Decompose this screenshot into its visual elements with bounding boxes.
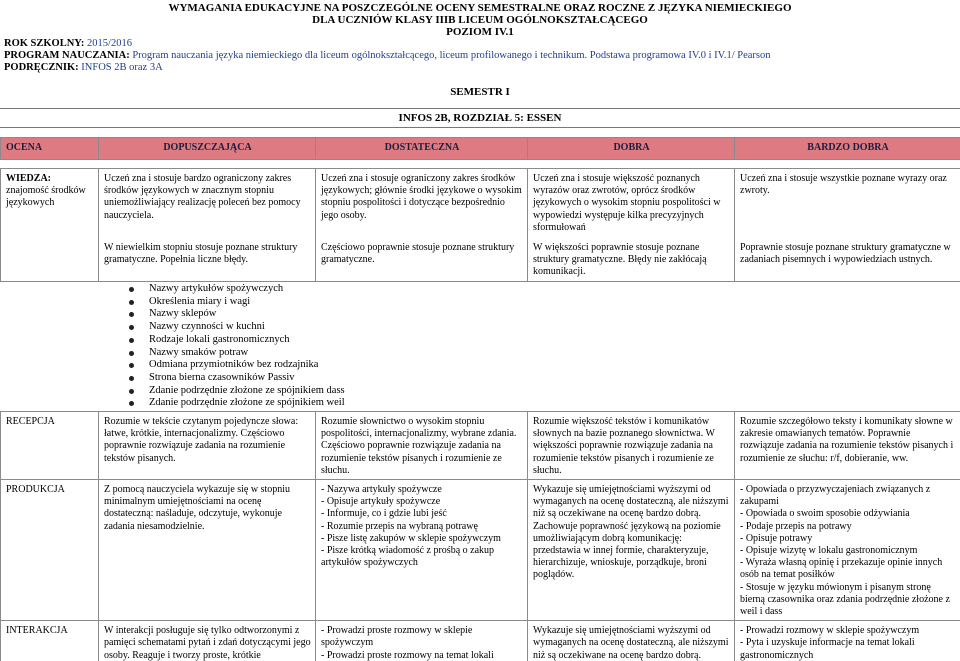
wiedza-dostateczna — [316, 169, 528, 282]
school-year-value: 2015/2016 — [87, 38, 132, 49]
list-item: Rodzaje lokali gastronomicznych — [129, 334, 345, 347]
wiedza-dop-grammar: W niewielkim stopniu stosuje poznane struktury gramatyczne. Popełnia liczne błędy. — [104, 242, 298, 266]
program — [4, 50, 771, 62]
col-header-dopuszczajaca: DOPUSZCZAJĄCA — [99, 138, 316, 160]
wiedza-dopuszczajaca — [99, 169, 316, 282]
doc-title-line-3: POZIOM IV.1 — [446, 26, 514, 38]
grades-header-row — [1, 138, 960, 160]
list-item: - Wyraża własną opinię i przekazuje opinie innych osób na temat posiłków — [740, 557, 943, 581]
list-item: - Informuje, co i gdzie lubi jeść — [321, 508, 447, 520]
program-label: PROGRAM NAUCZANIA: — [4, 50, 130, 61]
recepcja-dopuszczajaca: Rozumie w tekście czytanym pojedyncze słowa: łatwe, krótkie, internacjonalizmy. Częściowo poprawnie rozwiązuje zadania na rozumienie tekstów pisanych. — [99, 412, 316, 480]
list-item: Strona bierna czasowników Passiv — [129, 372, 345, 385]
interakcja-dostateczna — [316, 621, 528, 661]
list-item: - Prowadzi proste rozmowy w sklepie spożywczym — [321, 625, 473, 649]
recepcja-bardzo-dobra: Rozumie szczegółowo teksty i komunikaty słowne w zakresie omawianych tematów. Poprawnie rozwiązuje zadania na rozumienie tekstów pisanych i rozumienie ze słuchu: r/f, dobieranie, ww. — [735, 412, 960, 480]
list-item: Nazwy smaków potraw — [129, 347, 345, 360]
wiedza-db-vocab: Uczeń zna i stosuje większość poznanych wyrazów oraz zwrotów, oprócz środków językowych o wysokim stopniu pospolitości w wypowiedzi występuje kilka precyzyjnych sformułowań — [533, 173, 721, 233]
interakcja-label: INTERAKCJA — [1, 621, 99, 661]
produkcja-label: PRODUKCJA — [1, 480, 99, 621]
wiedza-dobra — [528, 169, 735, 282]
wiedza-table — [0, 168, 960, 282]
textbook-value: INFOS 2B oraz 3A — [81, 62, 163, 73]
produkcja-row — [1, 480, 960, 621]
produkcja-dobra: Wykazuje się umiejętnościami wyższymi od wymaganych na ocenę dostateczną, ale niższymi niż są oczekiwane na ocenę bardzo dobrą. Zachowuje poprawność językową na poziomie umożliwiającym dobrą komunikację: przedstawia w innej formie, charakteryzuje, hierarchizuje, wnioskuje, porządkuje, broni poglądów. — [528, 480, 735, 621]
doc-title-line-1: WYMAGANIA EDUKACYJNE NA POSZCZEGÓLNE OCENY SEMESTRALNE ORAZ ROCZNE Z JĘZYKA NIEMIECKIEGO — [168, 2, 792, 14]
list-item: - Nazywa artykuły spożywcze — [321, 484, 442, 496]
list-item: - Pyta i uzyskuje informacje na temat lokali gastronomicznych — [740, 637, 915, 661]
list-item: Zdanie podrzędnie złożone ze spójnikiem weil — [129, 397, 345, 410]
list-item: Odmiana przymiotników bez rodzajnika — [129, 359, 345, 372]
textbook-label: PODRĘCZNIK: — [4, 62, 79, 73]
wiedza-db-grammar: W większości poprawnie stosuje poznane struktury gramatyczne. Błędy nie zakłócają komunikacji. — [533, 242, 707, 278]
grades-header-table — [0, 137, 960, 160]
recepcja-label: RECEPCJA — [1, 412, 99, 480]
skills-table — [0, 411, 960, 661]
list-item: - Podaje przepis na potrawy — [740, 520, 852, 532]
list-item: - Prowadzi proste rozmowy na temat lokali — [321, 649, 494, 661]
textbook — [4, 62, 163, 74]
interakcja-dobra: Wykazuje się umiejętnościami wyższymi od wymaganych na ocenę dostateczną, ale niższymi niż są oczekiwane na ocenę bardzo dobrą. — [528, 621, 735, 661]
list-item: - Opisuje wizytę w lokalu gastronomicznym — [740, 545, 918, 557]
col-header-dobra: DOBRA — [528, 138, 735, 160]
section-heading: INFOS 2B, ROZDZIAŁ 5: ESSEN — [0, 108, 960, 128]
wiedza-bdb-grammar: Poprawnie stosuje poznane struktury gramatyczne w zadaniach pisemnych i wypowiedziach ustnych. — [740, 242, 951, 266]
recepcja-dostateczna: Rozumie słownictwo o wysokim stopniu pospolitości, internacjonalizmy, wybrane zdania. Częściowo poprawnie rozwiązuje zadania na rozumienie tekstów pisanych i rozumienie ze słuchu. — [316, 412, 528, 480]
list-item: Nazwy czynności w kuchni — [129, 321, 345, 334]
list-item: - Stosuje w języku mówionym i pisanym stronę bierną czasownika oraz zdania podrzędnie złożone z weil i dass — [740, 581, 950, 618]
produkcja-dostateczna — [316, 480, 528, 621]
school-year — [4, 38, 132, 50]
wiedza-label — [1, 169, 99, 282]
topics-list — [129, 283, 345, 410]
list-item: - Opisuje artykuły spożywcze — [321, 496, 441, 508]
interakcja-bardzo-dobra — [735, 621, 960, 661]
interakcja-row — [1, 621, 960, 661]
col-header-ocena: OCENA — [1, 138, 99, 160]
list-item: - Prowadzi rozmowy w sklepie spożywczym — [740, 625, 920, 637]
wiedza-bardzo-dobra — [735, 169, 960, 282]
list-item: - Pisze listę zakupów w sklepie spożywczym — [321, 532, 501, 544]
list-item: Określenia miary i wagi — [129, 296, 345, 309]
produkcja-dopuszczajaca: Z pomocą nauczyciela wykazuje się w stopniu minimalnym umiejętnościami na ocenę dostateczną: naśladuje, odczytuje, wykonuje zadania niesamodzielnie. — [99, 480, 316, 621]
wiedza-bdb-vocab: Uczeń zna i stosuje wszystkie poznane wyrazy oraz zwroty. — [740, 173, 947, 197]
program-value: Program nauczania języka niemieckiego dla liceum ogólnokształcącego, liceum profilowanego i technikum. Podstawa programowa IV.0 i IV.1/ Pearson — [132, 50, 771, 61]
list-item: Nazwy sklepów — [129, 308, 345, 321]
wiedza-row — [1, 169, 960, 282]
produkcja-bardzo-dobra — [735, 480, 960, 621]
wiedza-label-sub: znajomość środków językowych — [6, 185, 86, 209]
wiedza-label-title: WIEDZA: — [6, 173, 52, 184]
list-item: - Rozumie przepis na wybraną potrawę — [321, 520, 478, 532]
list-item: Nazwy artykułów spożywczych — [129, 283, 345, 296]
list-item: - Pisze krótką wiadomość z prośbą o zakup artykułów spożywczych — [321, 545, 495, 569]
list-item: - Opisuje potrawy — [740, 532, 813, 544]
wiedza-dst-grammar: Częściowo poprawnie stosuje poznane struktury gramatyczne. — [321, 242, 515, 266]
recepcja-row — [1, 412, 960, 480]
interakcja-dopuszczajaca: W interakcji posługuje się tylko odtworzonymi z pamięci schematami pytań i zdań dotyczącymi jego osoby. Reaguje i tworzy proste, krótkie — [99, 621, 316, 661]
col-header-bardzo-dobra: BARDZO DOBRA — [735, 138, 960, 160]
list-item: - Opowiada o przyzwyczajeniach związanych z zakupami — [740, 484, 931, 508]
wiedza-dop-vocab: Uczeń zna i stosuje bardzo ograniczony zakres środków językowych w znacznym stopniu uniemożliwiający realizację poleceń bez pomocy nauczyciela. — [104, 173, 301, 221]
list-item: Zdanie podrzędnie złożone ze spójnikiem dass — [129, 385, 345, 398]
col-header-dostateczna: DOSTATECZNA — [316, 138, 528, 160]
school-year-label: ROK SZKOLNY: — [4, 38, 85, 49]
doc-title-line-2: DLA UCZNIÓW KLASY IIIB LICEUM OGÓLNOKSZTAŁCĄCEGO — [312, 14, 648, 26]
recepcja-dobra: Rozumie większość tekstów i komunikatów słownych na bazie poznanego słownictwa. W większości poprawnie rozwiązuje zadania na rozumienie tekstów pisanych i rozumienie ze słuchu. — [528, 412, 735, 480]
list-item: - Opowiada o swoim sposobie odżywiania — [740, 508, 910, 520]
wiedza-dst-vocab: Uczeń zna i stosuje ograniczony zakres środków językowych; głównie środki językowe o wysokim stopniu pospolitości i dotyczące bezpośrednio jego osoby. — [321, 173, 522, 221]
semester-heading: SEMESTR I — [450, 86, 510, 98]
